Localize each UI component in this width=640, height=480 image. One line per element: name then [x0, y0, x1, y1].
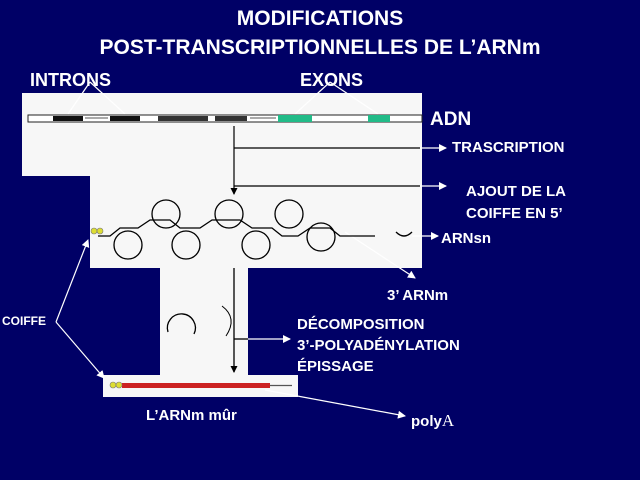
cap-step-label-1: AJOUT DE LA	[466, 183, 567, 200]
intron-segment	[158, 116, 208, 121]
exon-segment	[368, 115, 390, 122]
polya-label	[411, 412, 454, 429]
transcription-label: TRASCRIPTION	[452, 139, 565, 156]
panel-stem	[160, 268, 248, 375]
adn-label: ADN	[430, 109, 472, 130]
title-line1: MODIFICATIONS	[236, 7, 404, 30]
introns-label: INTRONS	[30, 70, 111, 90]
arnm3-label: 3’ ARNm	[387, 287, 449, 304]
polya-arrow	[265, 390, 405, 416]
coiffe-label: COIFFE	[2, 314, 46, 328]
polyadenylation-label: 3’-POLYADÉNYLATION	[297, 337, 460, 354]
intron-segment	[53, 116, 83, 121]
epissage-label: ÉPISSAGE	[297, 358, 374, 375]
dna-strand	[28, 115, 422, 122]
polya-prefix: poly	[411, 413, 442, 430]
decomposition-label: DÉCOMPOSITION	[297, 316, 425, 333]
panel-middle	[90, 176, 422, 268]
arnsn-label: ARNsn	[441, 230, 492, 247]
intron-segment	[110, 116, 140, 121]
exon-segment	[278, 115, 312, 122]
panel-top	[22, 93, 422, 176]
intron-segment	[215, 116, 247, 121]
mature-mrna-label: L’ARNm mûr	[146, 407, 237, 424]
exons-label: EXONS	[300, 70, 364, 90]
cap-step-label-2: COIFFE EN 5’	[466, 205, 563, 222]
polya-suffix: A	[441, 411, 455, 430]
title-line2: POST-TRANSCRIPTIONNELLES DE L’ARNm	[99, 36, 541, 59]
